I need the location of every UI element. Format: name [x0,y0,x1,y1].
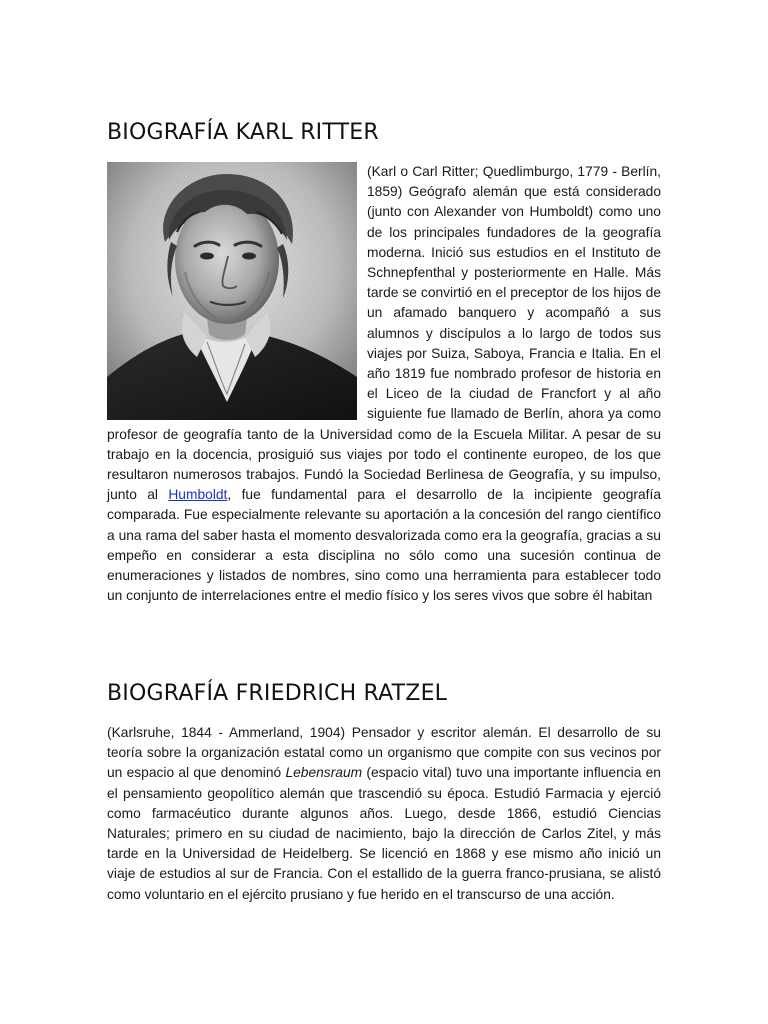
karl-ritter-text-part1: (Karl o Carl Ritter; Quedlimburgo, 1779 - Berlín, 1859) Geógrafo alemán que está considerado (junto con Alexander von Humboldt) como uno de los principales fundadores de la geografía moderna. Inició sus estudios en el Instituto de Schnepfenthal y posteriormente en Halle. Más tarde se convirtió en el preceptor de los hijos de un afamado banquero y acompañó a sus alumnos y discípulos a lo largo de todos sus viajes por Suiza, Saboya, Francia e Italia. En el año 1819 fue nombrado profesor de historia en el Liceo de la ciudad de Francfort y al año siguiente fue llamado de Berlín, ahora ya como profesor de geografía tanto de la Universidad como de la Escuela Militar. A pesar de su trabajo en la docencia, prosiguió sus viajes por todo el continente europeo, de los que resultaron numerosos trabajos. Fundó la Sociedad Berlinesa de Geografía, y su impulso, junto al [107,164,661,503]
portrait-karl-ritter-engraving [107,162,357,420]
karl-ritter-biography [107,162,661,606]
karl-ritter-text-part2: , fue fundamental para el desarrollo de la incipiente geografía comparada. Fue especialmente relevante su aportación a la concesión del rango científico a una rama del saber hasta el momento desvalorizada como era la geografía, gracias a su empeño en considerar a esta disciplina no sólo como una sucesión continua de enumeraciones y listados de nombres, sino como una herramienta para establecer todo un conjunto de interrelaciones entre el medio físico y los seres vivos que sobre él habitan [107,487,661,604]
friedrich-ratzel-biography [107,723,661,905]
friedrich-ratzel-text-part1: (Karlsruhe, 1844 - Ammerland, 1904) Pensador y escritor alemán. El desarrollo de su teoría sobre la organización estatal como un organismo que compite con sus vecinos por un espacio al que denominó [107,725,661,781]
friedrich-ratzel-text-part2: (espacio vital) tuvo una importante influencia en el pensamiento geopolítico alemán que trascendió su época. Estudió Farmacia y ejerció como farmacéutico durante algunos años. Luego, desde 1866, estudió Ciencias Naturales; primero en su ciudad de nacimiento, bajo la dirección de Carlos Zitel, y más tarde en la Universidad de Heidelberg. Se licenció en 1868 y ese mismo año inició un viaje de estudios al sur de Francia. Con el estallido de la guerra franco-prusiana, se alistó como voluntario en el ejército prusiano y fue herido en el transcurso de una acción. [107,765,661,902]
lebensraum-term: Lebensraum [285,765,363,781]
section-title-karl-ritter: BIOGRAFÍA KARL RITTER [107,120,379,145]
humboldt-link[interactable]: Humboldt [168,487,228,503]
friedrich-ratzel-text [107,723,661,905]
section-title-friedrich-ratzel: BIOGRAFÍA FRIEDRICH RATZEL [107,681,448,706]
